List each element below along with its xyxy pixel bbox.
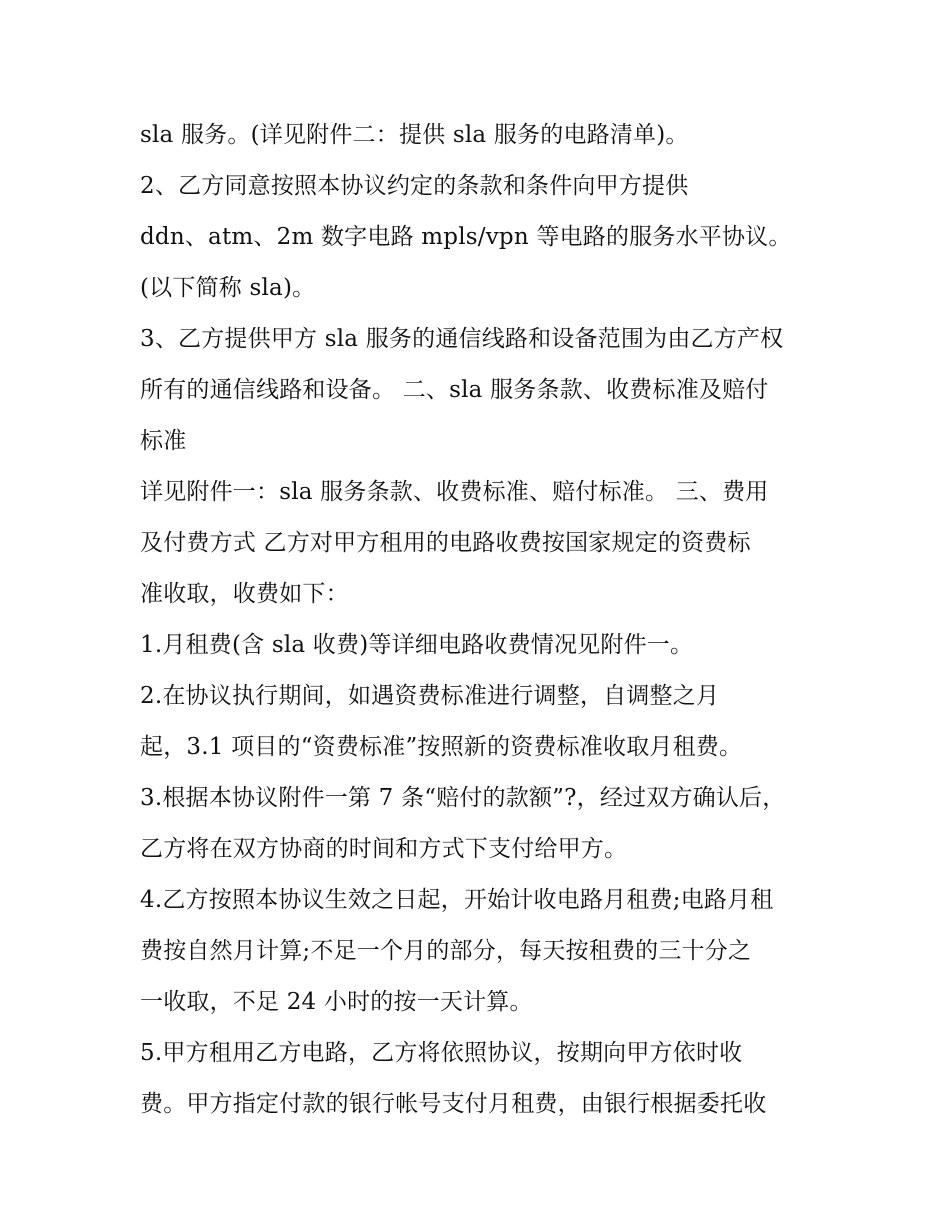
text-line: 4.乙方按照本协议生效之日起，开始计收电路月租费;电路月租 (140, 887, 774, 913)
text-line: (以下简称 sla)。 (140, 275, 316, 301)
text-line: ddn、atm、2m 数字电路 mpls/vpn 等电路的服务水平协议。 (140, 224, 792, 250)
text-line: 所有的通信线路和设备。 二、sla 服务条款、收费标准及赔付 (140, 377, 769, 403)
text-line: 详见附件一：sla 服务条款、收费标准、赔付标准。 三、费用 (140, 479, 769, 505)
text-line: 5.甲方租用乙方电路，乙方将依照协议，按期向甲方依时收 (140, 1040, 743, 1066)
document-body (140, 110, 820, 1130)
text-line: 乙方将在双方协商的时间和方式下支付给甲方。 (140, 836, 628, 862)
text-line: 一收取，不足 24 小时的按一天计算。 (140, 989, 533, 1015)
text-line: sla 服务。(详见附件二：提供 sla 服务的电路清单)。 (140, 122, 689, 148)
text-line: 起，3.1 项目的“资费标准”按照新的资费标准收取月租费。 (140, 734, 743, 760)
text-line: 及付费方式 乙方对甲方租用的电路收费按国家规定的资费标 (140, 530, 751, 556)
text-line: 3.根据本协议附件一第 7 条“赔付的款额”?，经过双方确认后， (140, 785, 786, 811)
text-line: 准收取，收费如下： (140, 581, 349, 607)
text-line: 费。甲方指定付款的银行帐号支付月租费，由银行根据委托收 (140, 1091, 767, 1117)
text-line: 费按自然月计算;不足一个月的部分，每天按租费的三十分之 (140, 938, 752, 964)
text-line: 1.月租费(含 sla 收费)等详细电路收费情况见附件一。 (140, 632, 694, 658)
text-line: 2.在协议执行期间，如遇资费标准进行调整，自调整之月 (140, 683, 720, 709)
text-line: 3、乙方提供甲方 sla 服务的通信线路和设备范围为由乙方产权 (140, 326, 784, 352)
text-line: 2、乙方同意按照本协议约定的条款和条件向甲方提供 (140, 173, 689, 199)
text-line: 标准 (140, 428, 187, 454)
